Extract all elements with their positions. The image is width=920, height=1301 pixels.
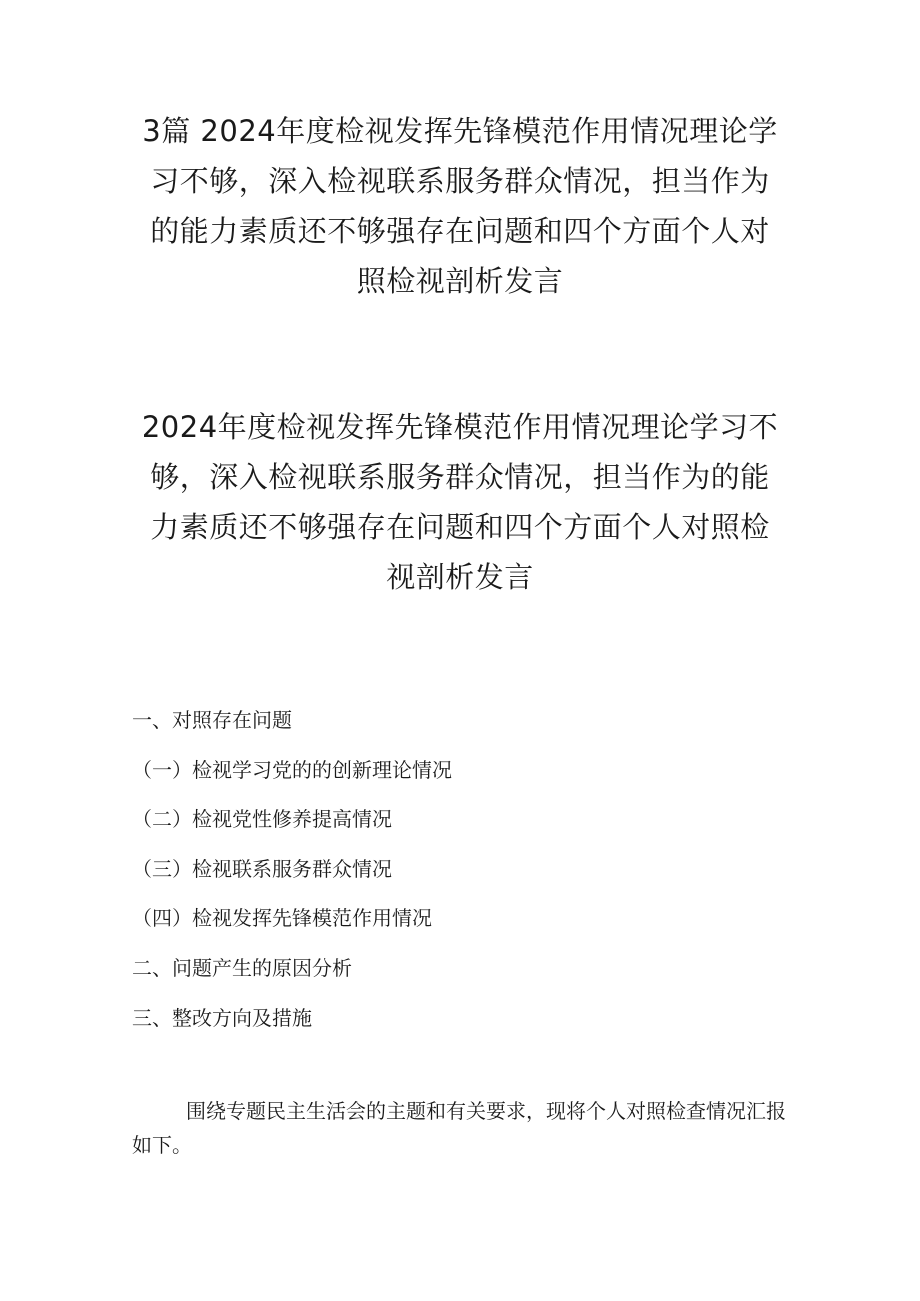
document-title: 3篇 2024年度检视发挥先锋模范作用情况理论学习不够，深入检视联系服务群众情况，担当作为的能力素质还不够强存在问题和四个方面个人对照检视剖析发言 [142,114,778,298]
outline-item: （一）检视学习党的的创新理论情况 [132,757,452,782]
outline-item: （二）检视党性修养提高情况 [132,807,392,832]
outline-item: 三、整改方向及措施 [132,1005,312,1030]
outline-item: 一、对照存在问题 [132,708,292,732]
outline-list [132,696,452,1043]
document-subtitle: 2024年度检视发挥先锋模范作用情况理论学习不够，深入检视联系服务群众情况，担当作为的能力素质还不够强存在问题和四个方面个人对照检视剖析发言 [141,410,779,594]
outline-item: （三）检视联系服务群众情况 [132,856,392,881]
intro-paragraph: 围绕专题民主生活会的主题和有关要求，现将个人对照检查情况汇报如下。 [132,1099,786,1157]
outline-item: （四）检视发挥先锋模范作用情况 [132,906,432,931]
outline-item: 二、问题产生的原因分析 [132,955,352,980]
